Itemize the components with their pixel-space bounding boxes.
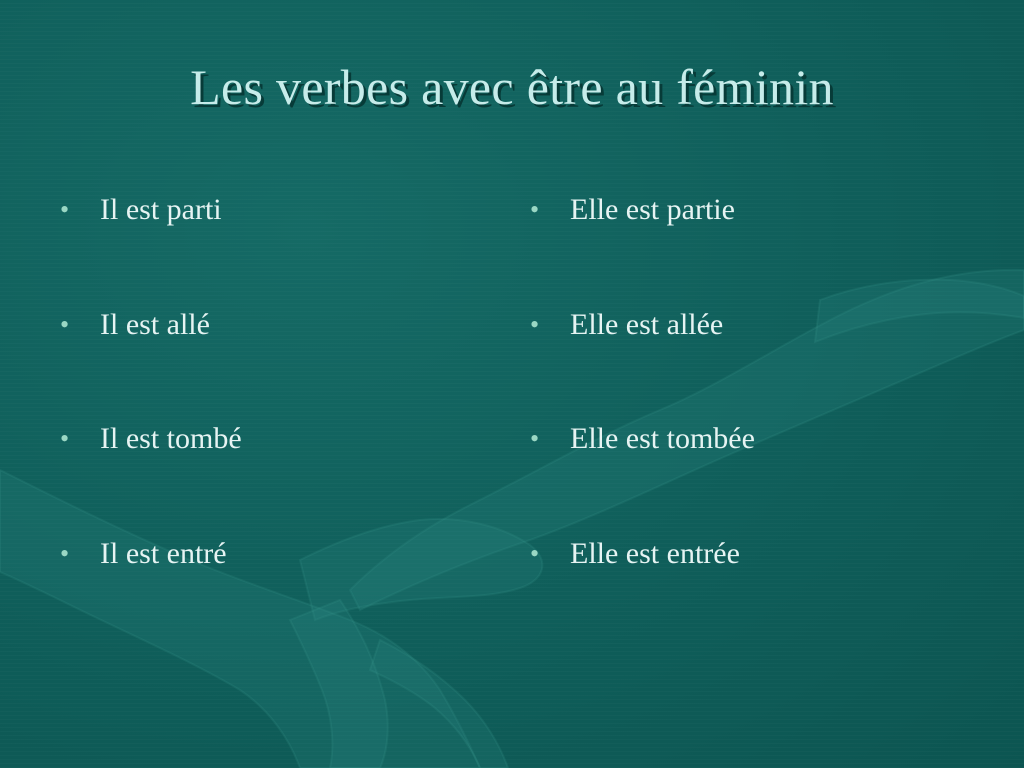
- list-item-text: Elle est allée: [570, 307, 724, 341]
- list-item-text: Il est parti: [100, 193, 222, 226]
- list-item-text: Elle est tombée: [570, 422, 755, 455]
- bullet-icon: •: [530, 424, 540, 453]
- list-item-text: Il est allé: [100, 307, 210, 341]
- bullet-icon: •: [530, 538, 540, 568]
- list-item-text: Elle est partie: [570, 193, 735, 226]
- bullet-icon: •: [530, 195, 540, 224]
- list-item-text: Elle est entrée: [570, 536, 740, 570]
- slide-title: Les verbes avec être au féminin: [190, 59, 834, 115]
- bullet-icon: •: [530, 309, 540, 339]
- bullet-icon: •: [60, 538, 70, 568]
- list-item-text: Il est tombé: [100, 422, 242, 455]
- bullet-icon: •: [60, 309, 70, 339]
- list-item-text: Il est entré: [100, 536, 227, 570]
- bullet-icon: •: [60, 195, 70, 224]
- bullet-icon: •: [60, 424, 70, 453]
